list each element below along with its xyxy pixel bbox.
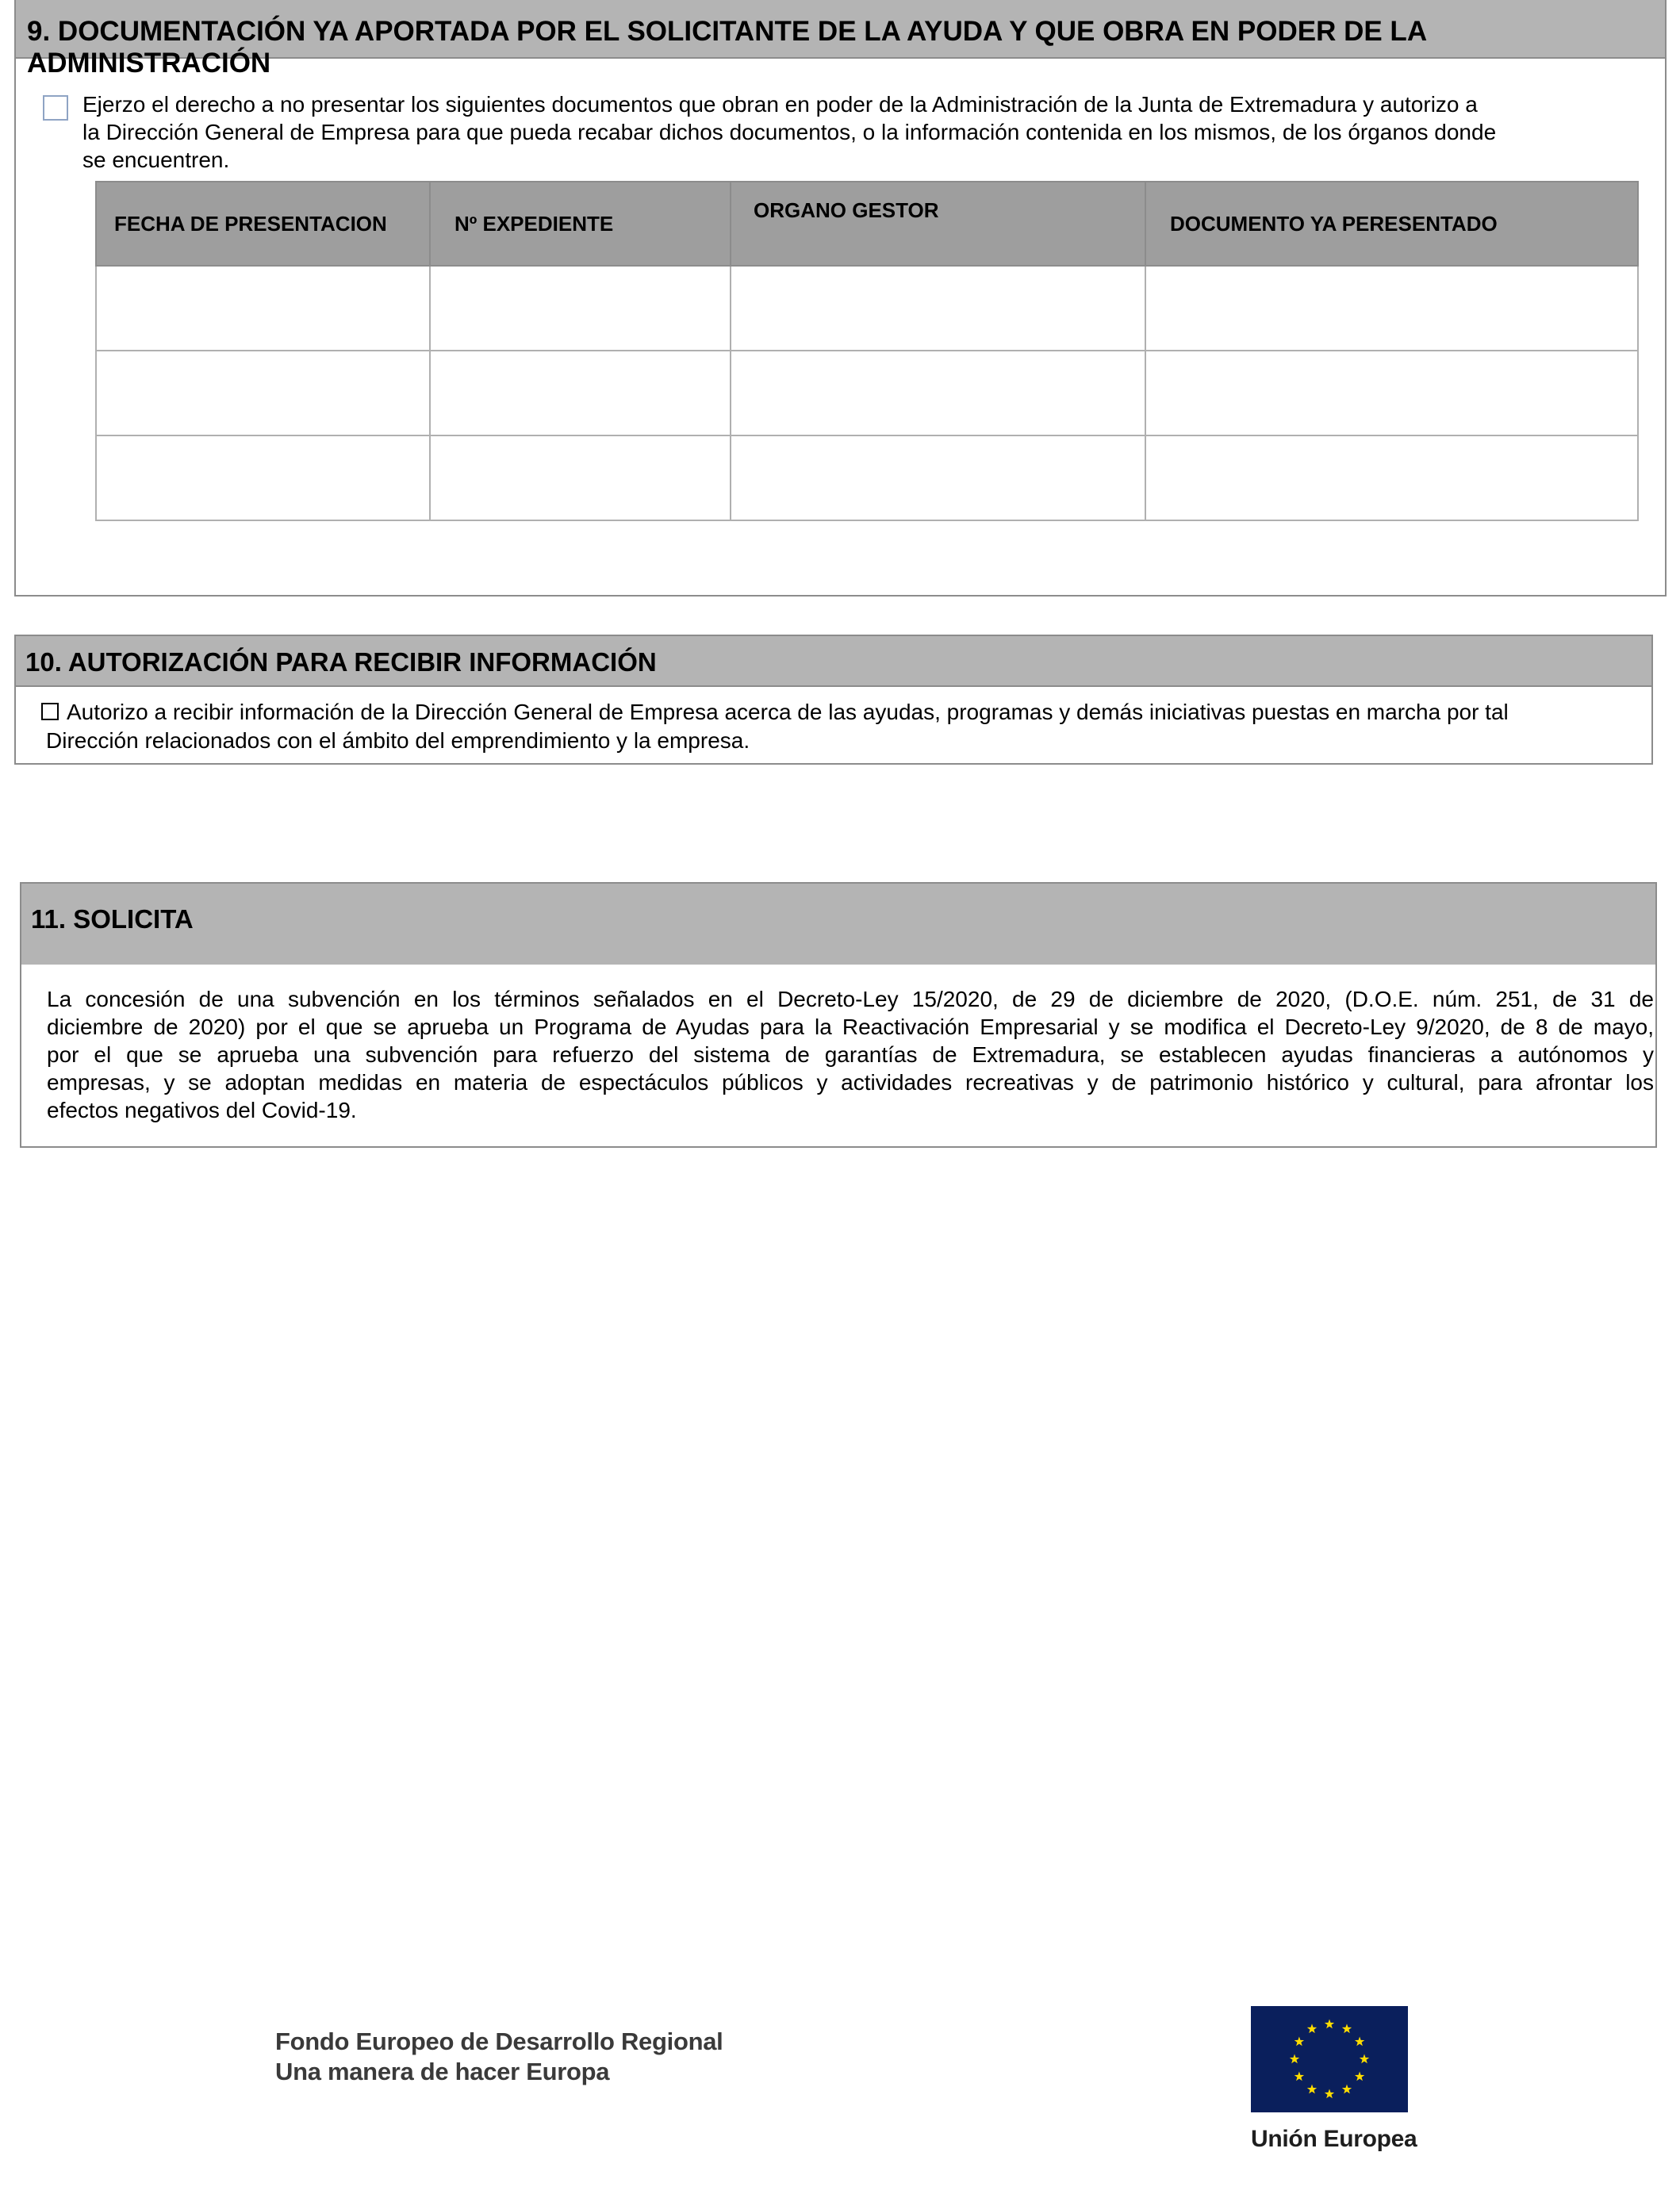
section-10-header xyxy=(16,636,1651,687)
section-10-consent-line-1-text: Autorizo a recibir información de la Dirección General de Empresa acerca de las ayudas, programas y demás iniciativas puestas en marcha por tal xyxy=(67,700,1509,724)
section-9-consent-text xyxy=(82,90,1637,174)
section-11-line-5: efectos negativos del Covid-19. xyxy=(47,1098,357,1122)
documents-table-header-row xyxy=(96,182,1638,266)
eu-flag-svg xyxy=(1251,2006,1408,2112)
table-cell[interactable] xyxy=(731,266,1145,351)
table-cell[interactable] xyxy=(96,351,430,435)
section-10-consent-line-2: Dirección relacionados con el ámbito del emprendimiento y la empresa. xyxy=(46,728,750,753)
eu-label: Unión Europea xyxy=(1251,2126,1417,2152)
table-cell[interactable] xyxy=(96,435,430,520)
section-9-header xyxy=(16,0,1665,79)
section-10-title: 10. AUTORIZACIÓN PARA RECIBIR INFORMACIÓN xyxy=(25,647,657,677)
section-10-consent-text xyxy=(46,698,1648,755)
column-header-fecha: FECHA DE PRESENTACION xyxy=(96,182,430,266)
eu-flag-icon xyxy=(1251,2006,1408,2112)
section-9-consent-line-3: se encuentren. xyxy=(82,148,230,172)
section-11-line-1: La concesión de una subvención en los términos señalados en el Decreto-Ley 15/2020, de 29 de diciembre de 2020, (D.O.E. núm. 251, de 31 de xyxy=(47,987,1654,1011)
section-11 xyxy=(20,882,1657,1148)
table-cell[interactable] xyxy=(731,351,1145,435)
table-cell[interactable] xyxy=(430,266,731,351)
column-header-documento: DOCUMENTO YA PERESENTADO xyxy=(1145,182,1638,266)
table-cell[interactable] xyxy=(96,266,430,351)
section-11-header xyxy=(21,884,1655,965)
section-11-title: 11. SOLICITA xyxy=(31,904,194,934)
table-row xyxy=(96,266,1638,351)
table-cell[interactable] xyxy=(430,435,731,520)
column-header-organo: ORGANO GESTOR xyxy=(731,182,1145,266)
section-9-consent-line-2: la Dirección General de Empresa para que pueda recabar dichos documentos, o la información contenida en los mismos, de los órganos donde xyxy=(82,120,1497,144)
table-row xyxy=(96,435,1638,520)
documents-table xyxy=(95,181,1639,521)
section-9-consent-line-1: Ejerzo el derecho a no presentar los siguientes documentos que obran en poder de la Administración de la Junta de Extremadura y autorizo a xyxy=(82,92,1478,117)
feder-line-1: Fondo Europeo de Desarrollo Regional xyxy=(275,2027,723,2055)
table-row xyxy=(96,351,1638,435)
section-10 xyxy=(14,635,1653,765)
feder-line-2: Una manera de hacer Europa xyxy=(275,2058,610,2085)
table-cell[interactable] xyxy=(731,435,1145,520)
table-cell[interactable] xyxy=(1145,351,1638,435)
section-11-line-3: por el que se aprueba una subvención para refuerzo del sistema de garantías de Extremadura, se establecen ayudas financieras a autónomos y xyxy=(47,1042,1654,1067)
table-cell[interactable] xyxy=(430,351,731,435)
section-9-title: 9. DOCUMENTACIÓN YA APORTADA POR EL SOLICITANTE DE LA AYUDA Y QUE OBRA EN PODER DE LA ADMINISTRACIÓN xyxy=(27,16,1426,79)
section-9-checkbox[interactable] xyxy=(43,95,68,121)
section-9 xyxy=(14,0,1667,597)
table-cell[interactable] xyxy=(1145,435,1638,520)
section-11-line-4: empresas, y se adoptan medidas en materia de espectáculos públicos y actividades recreativas y de patrimonio histórico y cultural, para afrontar los xyxy=(47,1070,1654,1095)
feder-caption xyxy=(275,2027,723,2087)
section-11-line-2: diciembre de 2020) por el que se aprueba un Programa de Ayudas para la Reactivación Empresarial y se modifica el Decreto-Ley 9/2020, de 8 de mayo, xyxy=(47,1015,1654,1039)
section-10-consent-line-1 xyxy=(46,698,1648,727)
column-header-expediente: Nº EXPEDIENTE xyxy=(430,182,731,266)
section-11-request-text xyxy=(47,985,1654,1124)
table-cell[interactable] xyxy=(1145,266,1638,351)
